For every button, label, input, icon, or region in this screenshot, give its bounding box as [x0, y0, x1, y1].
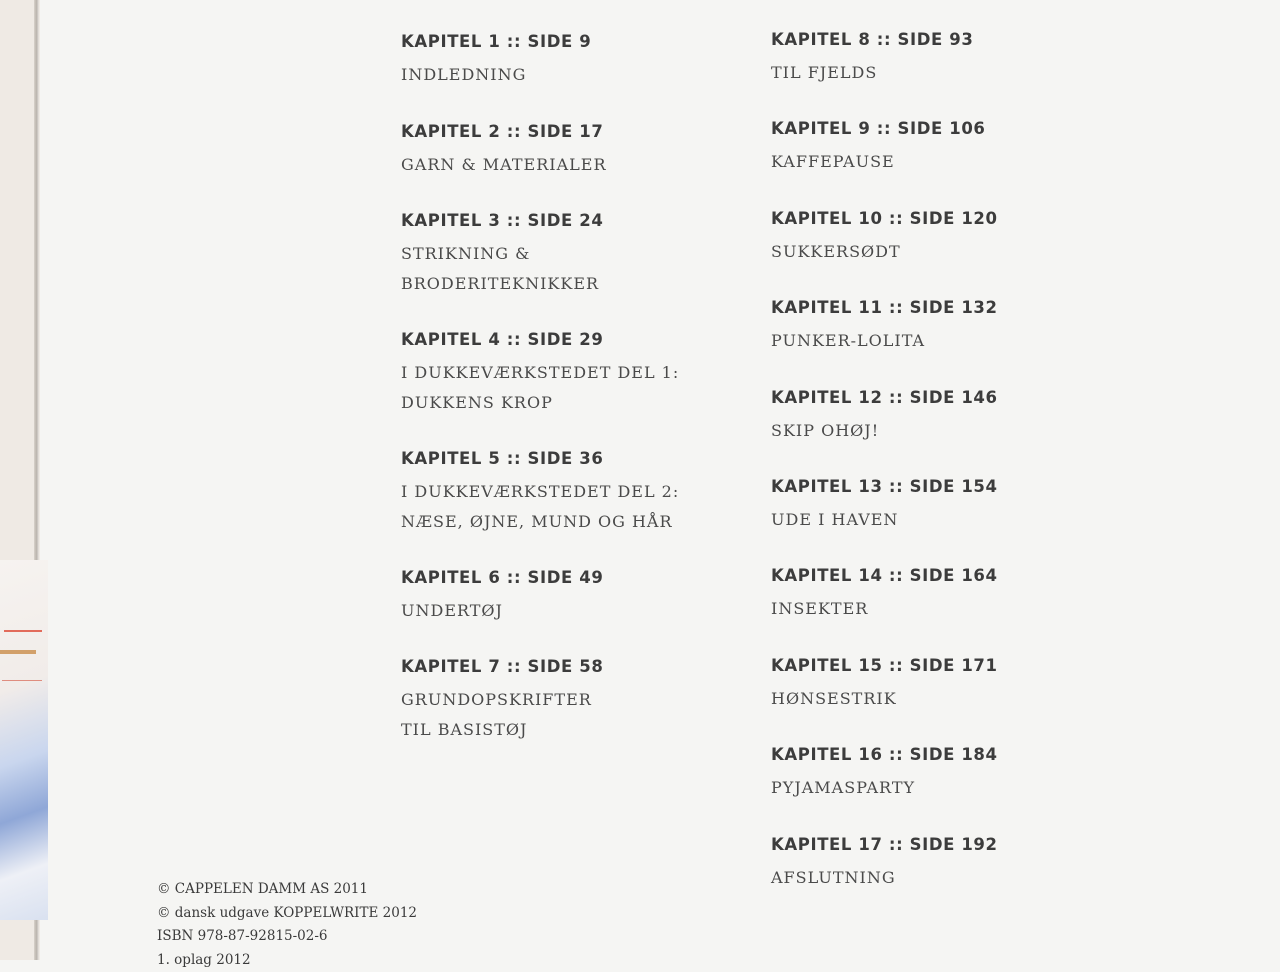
toc-entry-chapter-13: [771, 477, 998, 535]
chapter-heading: KAPITEL 9 :: SIDE 106: [771, 119, 986, 139]
toc-entry-chapter-17: [771, 835, 998, 893]
toc-entry-chapter-8: [771, 30, 973, 88]
chapter-title: KAFFEPAUSE: [771, 147, 986, 177]
toc-entry-chapter-15: [771, 656, 998, 714]
chapter-heading: KAPITEL 4 :: SIDE 29: [401, 330, 679, 350]
toc-entry-chapter-3: [401, 211, 603, 299]
chapter-heading: KAPITEL 6 :: SIDE 49: [401, 568, 603, 588]
chapter-heading: KAPITEL 12 :: SIDE 146: [771, 388, 998, 408]
chapter-heading: KAPITEL 15 :: SIDE 171: [771, 656, 998, 676]
chapter-title: DUKKENS KROP: [401, 388, 679, 418]
toc-entry-chapter-1: [401, 32, 591, 90]
toc-entry-chapter-10: [771, 209, 998, 267]
toc-entry-chapter-2: [401, 122, 606, 180]
chapter-heading: KAPITEL 3 :: SIDE 24: [401, 211, 603, 231]
chapter-title: AFSLUTNING: [771, 863, 998, 893]
toc-entry-chapter-6: [401, 568, 603, 626]
chapter-heading: KAPITEL 11 :: SIDE 132: [771, 298, 998, 318]
chapter-heading: KAPITEL 17 :: SIDE 192: [771, 835, 998, 855]
toc-entry-chapter-9: [771, 119, 986, 177]
chapter-title: UDE I HAVEN: [771, 505, 998, 535]
toc-entry-chapter-11: [771, 298, 998, 356]
toc-entry-chapter-4: [401, 330, 679, 418]
chapter-title: HØNSESTRIK: [771, 684, 998, 714]
edition-line: 1. oplag 2012: [157, 949, 457, 972]
toc-entry-chapter-16: [771, 745, 998, 803]
chapter-title: STRIKNING &: [401, 239, 603, 269]
chapter-title: NÆSE, ØJNE, MUND OG HÅR: [401, 507, 679, 537]
chapter-title: INDLEDNING: [401, 60, 591, 90]
chapter-heading: KAPITEL 1 :: SIDE 9: [401, 32, 591, 52]
chapter-title: SKIP OHØJ!: [771, 416, 998, 446]
chapter-heading: KAPITEL 10 :: SIDE 120: [771, 209, 998, 229]
chapter-title: I DUKKEVÆRKSTEDET DEL 1:: [401, 358, 679, 388]
chapter-heading: KAPITEL 5 :: SIDE 36: [401, 449, 679, 469]
chapter-heading: KAPITEL 2 :: SIDE 17: [401, 122, 606, 142]
colophon: [157, 878, 457, 972]
copyright-line: © CAPPELEN DAMM AS 2011: [157, 878, 457, 902]
isbn-line: ISBN 978-87-92815-02-6: [157, 925, 457, 949]
chapter-title: INSEKTER: [771, 594, 998, 624]
toc-entry-chapter-5: [401, 449, 679, 537]
chapter-title: UNDERTØJ: [401, 596, 603, 626]
toc-entry-chapter-14: [771, 566, 998, 624]
chapter-heading: KAPITEL 8 :: SIDE 93: [771, 30, 973, 50]
chapter-heading: KAPITEL 7 :: SIDE 58: [401, 657, 603, 677]
chapter-heading: KAPITEL 14 :: SIDE 164: [771, 566, 998, 586]
chapter-title: PYJAMASPARTY: [771, 773, 998, 803]
chapter-heading: KAPITEL 16 :: SIDE 184: [771, 745, 998, 765]
chapter-title: PUNKER-LOLITA: [771, 326, 998, 356]
chapter-title: TIL FJELDS: [771, 58, 973, 88]
toc-entry-chapter-12: [771, 388, 998, 446]
chapter-title: GRUNDOPSKRIFTER: [401, 685, 603, 715]
chapter-title: BRODERITEKNIKKER: [401, 269, 603, 299]
toc-entry-chapter-7: [401, 657, 603, 745]
chapter-heading: KAPITEL 13 :: SIDE 154: [771, 477, 998, 497]
chapter-title: SUKKERSØDT: [771, 237, 998, 267]
copyright-line: © dansk udgave KOPPELWRITE 2012: [157, 902, 457, 926]
chapter-title: TIL BASISTØJ: [401, 715, 603, 745]
chapter-title: GARN & MATERIALER: [401, 150, 606, 180]
chapter-title: I DUKKEVÆRKSTEDET DEL 2:: [401, 477, 679, 507]
